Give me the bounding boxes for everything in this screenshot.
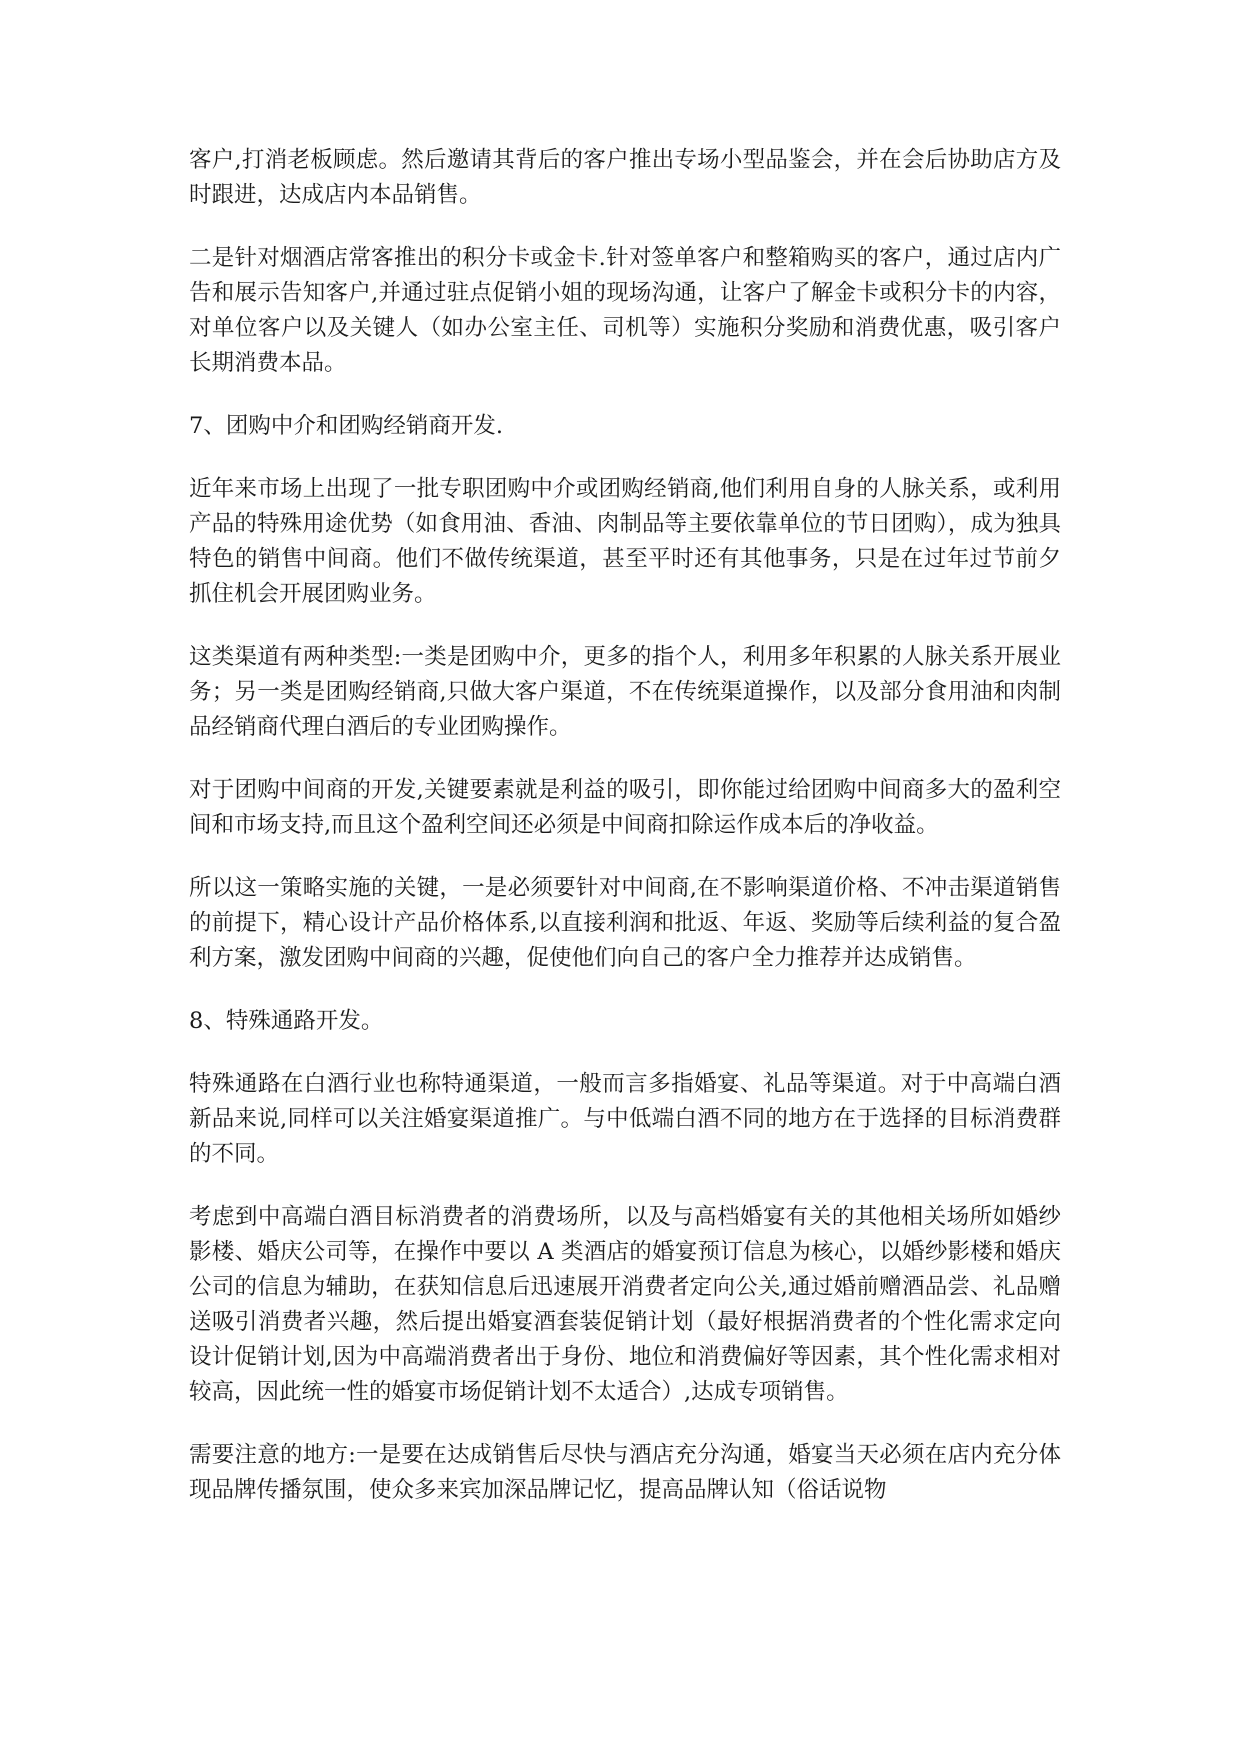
paragraph-1: 客户,打消老板顾虑。然后邀请其背后的客户推出专场小型品鉴会，并在会后协助店方及时跟进，达成店内本品销售。 [189, 147, 1061, 208]
paragraph-3: 近年来市场上出现了一批专职团购中介或团购经销商,他们利用自身的人脉关系，或利用产品的特殊用途优势（如食用油、香油、肉制品等主要依靠单位的节日团购），成为独具特色的销售中间商。他们不做传统渠道，甚至平时还有其他事务，只是在过年过节前夕抓住机会开展团购业务。 [189, 476, 1061, 607]
document-body [189, 143, 1061, 1536]
paragraph-7: 特殊通路在白酒行业也称特通渠道，一般而言多指婚宴、礼品等渠道。对于中高端白酒新品来说,同样可以关注婚宴渠道推广。与中低端白酒不同的地方在于选择的目标消费群的不同。 [189, 1071, 1061, 1167]
paragraph-9: 需要注意的地方:一是要在达成销售后尽快与酒店充分沟通，婚宴当天必须在店内充分体现品牌传播氛围，使众多来宾加深品牌记忆，提高品牌认知（俗话说物 [189, 1442, 1061, 1503]
paragraph-6: 所以这一策略实施的关键，一是必须要针对中间商,在不影响渠道价格、不冲击渠道销售的前提下，精心设计产品价格体系,以直接利润和批返、年返、奖励等后续利益的复合盈利方案，激发团购中间商的兴趣，促使他们向自己的客户全力推荐并达成销售。 [189, 875, 1061, 971]
paragraph-2: 二是针对烟酒店常客推出的积分卡或金卡.针对签单客户和整箱购买的客户，通过店内广告和展示告知客户,并通过驻点促销小姐的现场沟通，让客户了解金卡或积分卡的内容，对单位客户以及关键人（如办公室主任、司机等）实施积分奖励和消费优惠，吸引客户长期消费本品。 [189, 245, 1061, 376]
paragraph-5: 对于团购中间商的开发,关键要素就是利益的吸引，即你能过给团购中间商多大的盈利空间和市场支持,而且这个盈利空间还必须是中间商扣除运作成本后的净收益。 [189, 777, 1061, 838]
section-heading-7: 7、团购中介和团购经销商开发. [189, 413, 503, 439]
paragraph-8: 考虑到中高端白酒目标消费者的消费场所，以及与高档婚宴有关的其他相关场所如婚纱影楼、婚庆公司等，在操作中要以 A 类酒店的婚宴预订信息为核心，以婚纱影楼和婚庆公司的信息为辅助，在获知信息后迅速展开消费者定向公关,通过婚前赠酒品尝、礼品赠送吸引消费者兴趣，然后提出婚宴酒套装促销计划（最好根据消费者的个性化需求定向设计促销计划,因为中高端消费者出于身份、地位和消费偏好等因素，其个性化需求相对较高，因此统一性的婚宴市场促销计划不太适合）,达成专项销售。 [189, 1204, 1061, 1405]
paragraph-4: 这类渠道有两种类型:一类是团购中介，更多的指个人，利用多年积累的人脉关系开展业务；另一类是团购经销商,只做大客户渠道，不在传统渠道操作，以及部分食用油和肉制品经销商代理白酒后的专业团购操作。 [189, 644, 1061, 740]
section-heading-8: 8、特殊通路开发。 [189, 1008, 384, 1034]
